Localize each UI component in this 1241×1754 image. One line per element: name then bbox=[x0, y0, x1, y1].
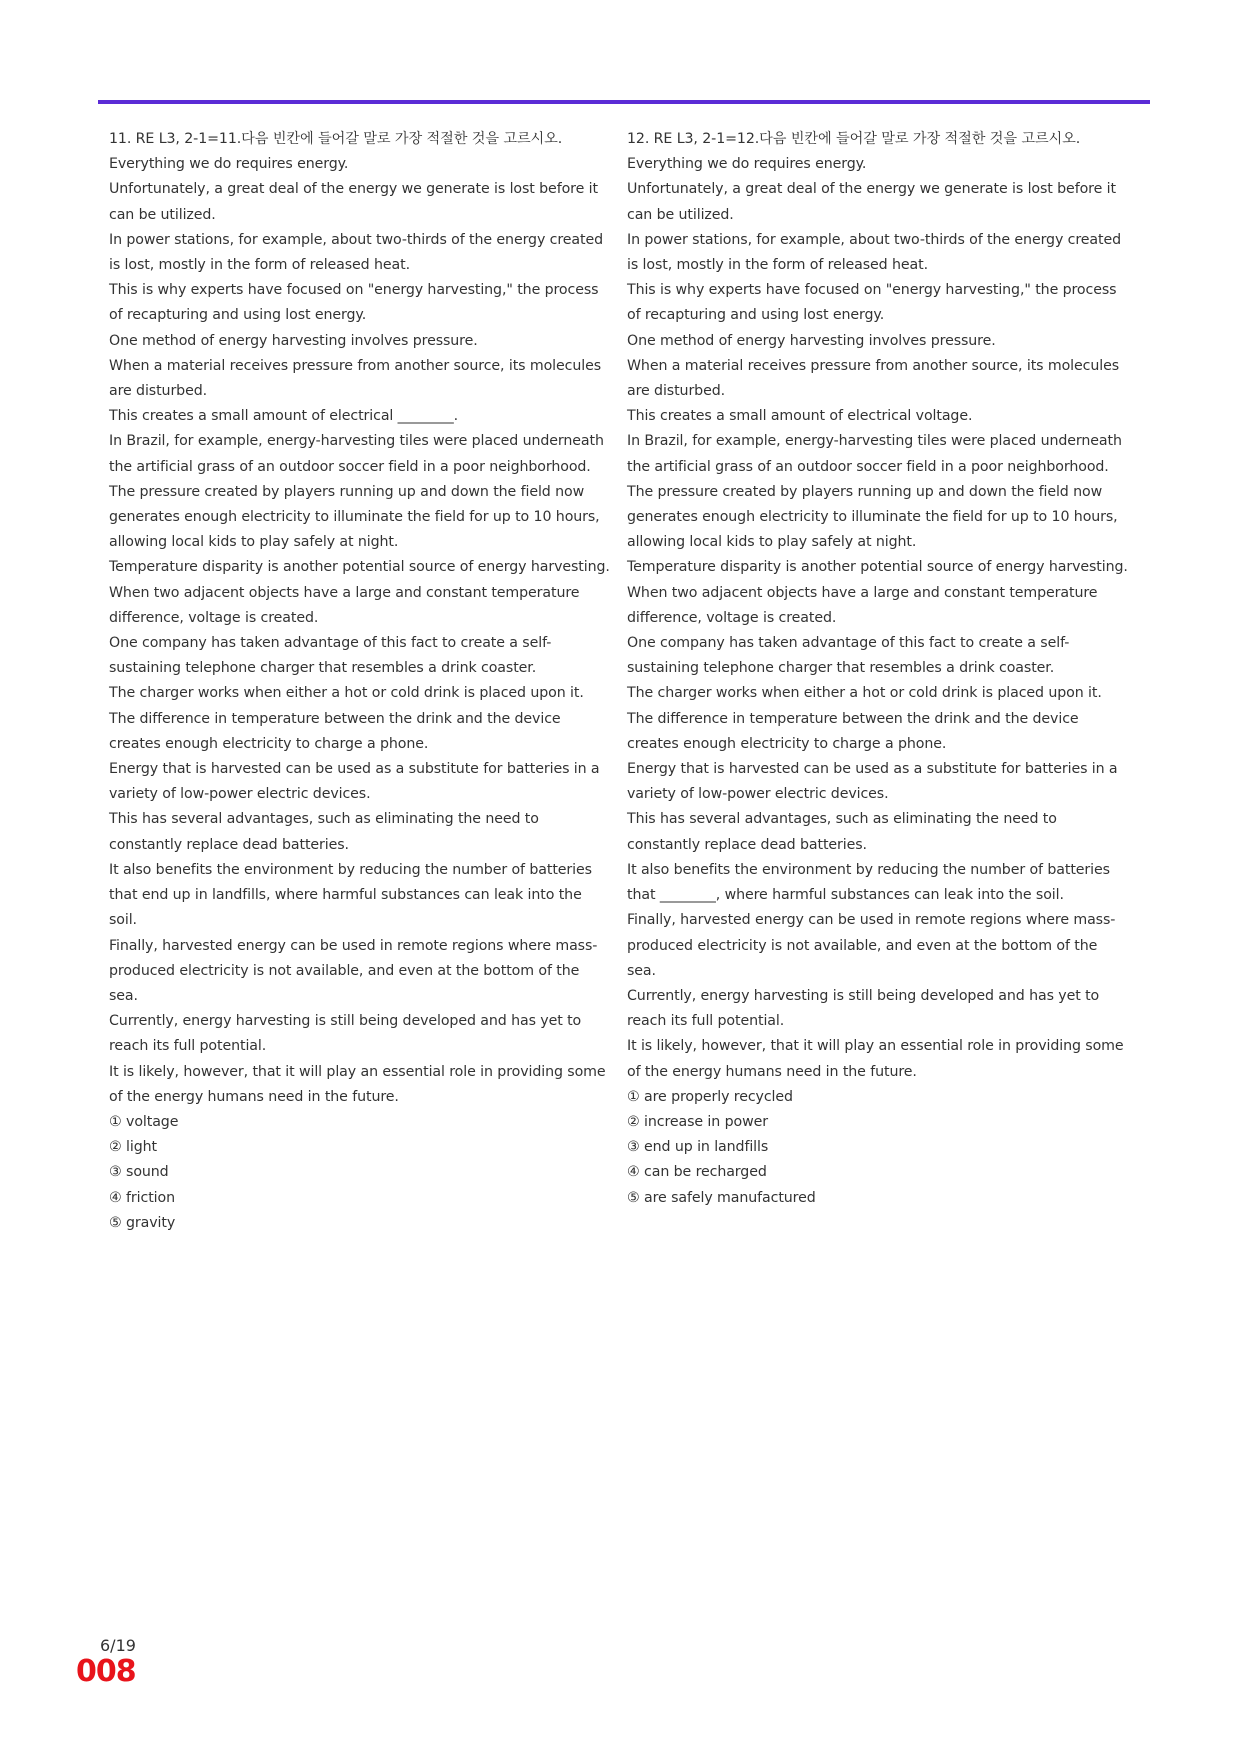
passage-sentence: It also benefits the environment by reducing the number of batteries that end up in landfills, where harmful substances can leak into the soil. bbox=[109, 861, 592, 929]
passage bbox=[109, 152, 611, 1110]
passage-sentence: In power stations, for example, about two-thirds of the energy created is lost, mostly in the form of released heat. bbox=[627, 231, 1122, 274]
answer-choice: ④ can be recharged bbox=[627, 1164, 767, 1181]
top-divider-rule bbox=[98, 100, 1150, 104]
passage-sentence: The pressure created by players running up and down the field now generates enough electricity to illuminate the field for up to 10 hours, allowing local kids to play safely at night. bbox=[627, 483, 1118, 551]
answer-choice: ⑤ are safely manufactured bbox=[627, 1189, 816, 1206]
answer-choice: ③ sound bbox=[109, 1164, 169, 1181]
passage-sentence: One method of energy harvesting involves pressure. bbox=[109, 332, 478, 349]
passage-sentence: It is likely, however, that it will play an essential role in providing some of the energy humans need in the future. bbox=[109, 1063, 606, 1105]
passage-sentence: Everything we do requires energy. bbox=[109, 156, 349, 173]
passage-sentence: When two adjacent objects have a large and constant temperature difference, voltage is created. bbox=[627, 584, 1098, 626]
passage-sentence: When two adjacent objects have a large and constant temperature difference, voltage is created. bbox=[109, 584, 580, 626]
answer-choice: ② light bbox=[109, 1139, 157, 1156]
passage-sentence: Energy that is harvested can be used as a substitute for batteries in a variety of low-power electric devices. bbox=[109, 761, 600, 803]
answer-choice: ⑤ gravity bbox=[109, 1214, 176, 1231]
answer-choice: ④ friction bbox=[109, 1189, 175, 1206]
question-11 bbox=[109, 127, 611, 1236]
answer-choice: ③ end up in landfills bbox=[627, 1139, 769, 1156]
question-header: 12. RE L3, 2-1=12.다음 빈칸에 들어갈 말로 가장 적절한 것을 고르시오. bbox=[627, 131, 1081, 147]
page-footer bbox=[76, 1636, 136, 1688]
answer-choices bbox=[627, 1085, 1129, 1211]
passage-sentence: The difference in temperature between the drink and the device creates enough electricity to charge a phone. bbox=[109, 710, 561, 752]
passage-sentence: This has several advantages, such as eliminating the need to constantly replace dead batteries. bbox=[109, 811, 539, 853]
passage bbox=[627, 152, 1129, 1085]
passage-sentence: In power stations, for example, about two-thirds of the energy created is lost, mostly in the form of released heat. bbox=[109, 231, 604, 274]
passage-sentence: Temperature disparity is another potential source of energy harvesting. bbox=[109, 559, 610, 576]
page-number: 6/19 bbox=[100, 1636, 136, 1655]
passage-sentence: The pressure created by players running up and down the field now generates enough electricity to illuminate the field for up to 10 hours, allowing local kids to play safely at night. bbox=[109, 483, 600, 551]
passage-sentence: Finally, harvested energy can be used in remote regions where mass-produced electricity is not available, and even at the bottom of the sea. bbox=[627, 912, 1116, 979]
passage-sentence: One company has taken advantage of this fact to create a self-sustaining telephone charger that resembles a drink coaster. bbox=[109, 635, 552, 677]
passage-sentence: In Brazil, for example, energy-harvesting tiles were placed underneath the artificial grass of an outdoor soccer field in a poor neighborhood. bbox=[109, 433, 604, 475]
passage-sentence: The charger works when either a hot or cold drink is placed upon it. bbox=[109, 685, 584, 702]
passage-sentence: One company has taken advantage of this fact to create a self-sustaining telephone charger that resembles a drink coaster. bbox=[627, 635, 1070, 677]
passage-sentence: Everything we do requires energy. bbox=[627, 156, 867, 173]
answer-choice: ② increase in power bbox=[627, 1113, 768, 1130]
passage-sentence: When a material receives pressure from another source, its molecules are disturbed. bbox=[109, 357, 601, 400]
passage-sentence: Energy that is harvested can be used as a substitute for batteries in a variety of low-power electric devices. bbox=[627, 761, 1118, 803]
passage-sentence-blank: This creates a small amount of electrical ________. bbox=[109, 408, 459, 425]
passage-sentence: Currently, energy harvesting is still being developed and has yet to reach its full potential. bbox=[109, 1013, 582, 1055]
passage-sentence-blank: It also benefits the environment by reducing the number of batteries that ________, where harmful substances can leak into the soil. bbox=[627, 861, 1110, 904]
passage-sentence: The difference in temperature between the drink and the device creates enough electricity to charge a phone. bbox=[627, 710, 1079, 752]
answer-choices bbox=[109, 1110, 611, 1236]
passage-sentence: It is likely, however, that it will play an essential role in providing some of the energy humans need in the future. bbox=[627, 1038, 1124, 1080]
passage-sentence: One method of energy harvesting involves pressure. bbox=[627, 332, 996, 349]
passage-sentence: This has several advantages, such as eliminating the need to constantly replace dead batteries. bbox=[627, 811, 1057, 853]
passage-sentence: This is why experts have focused on "energy harvesting," the process of recapturing and using lost energy. bbox=[627, 282, 1117, 324]
answer-choice: ① voltage bbox=[109, 1113, 179, 1130]
passage-sentence: Finally, harvested energy can be used in remote regions where mass-produced electricity is not available, and even at the bottom of the sea. bbox=[109, 937, 598, 1004]
passage-sentence: Currently, energy harvesting is still being developed and has yet to reach its full potential. bbox=[627, 987, 1100, 1030]
question-header: 11. RE L3, 2-1=11.다음 빈칸에 들어갈 말로 가장 적절한 것을 고르시오. bbox=[109, 131, 563, 147]
passage-sentence: In Brazil, for example, energy-harvesting tiles were placed underneath the artificial grass of an outdoor soccer field in a poor neighborhood. bbox=[627, 433, 1122, 475]
passage-sentence: Temperature disparity is another potential source of energy harvesting. bbox=[627, 559, 1128, 576]
passage-sentence: When a material receives pressure from another source, its molecules are disturbed. bbox=[627, 357, 1119, 400]
passage-sentence: Unfortunately, a great deal of the energy we generate is lost before it can be utilized. bbox=[627, 181, 1116, 223]
passage-sentence: This creates a small amount of electrical voltage. bbox=[627, 408, 973, 425]
brand-number-logo: 008 bbox=[76, 1654, 136, 1689]
question-12 bbox=[627, 127, 1129, 1211]
passage-sentence: This is why experts have focused on "energy harvesting," the process of recapturing and using lost energy. bbox=[109, 282, 599, 324]
passage-sentence: The charger works when either a hot or cold drink is placed upon it. bbox=[627, 685, 1102, 702]
answer-choice: ① are properly recycled bbox=[627, 1088, 793, 1105]
passage-sentence: Unfortunately, a great deal of the energy we generate is lost before it can be utilized. bbox=[109, 181, 598, 223]
